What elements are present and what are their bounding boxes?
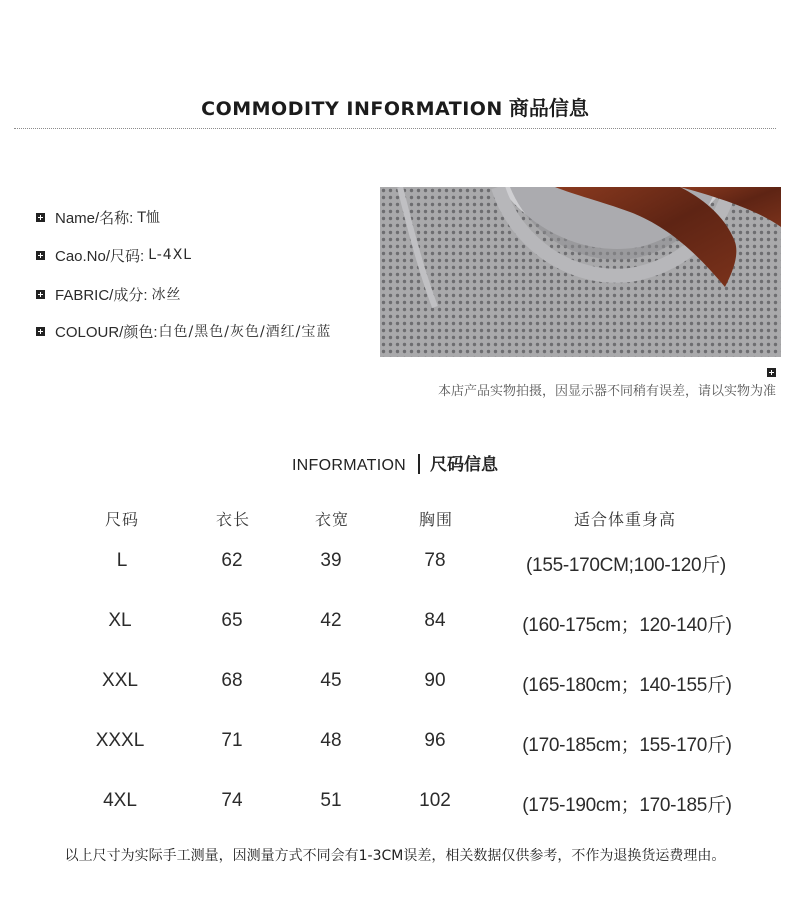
table-cell: 48 (320, 730, 342, 751)
table-cell: 39 (320, 550, 342, 571)
size-title-en: INFORMATION (291, 457, 407, 474)
table-cell: (155-170CM;100-120斤) (526, 555, 726, 576)
table-cell: (170-185cm；155-170斤) (522, 735, 732, 756)
table-cell: 102 (419, 790, 451, 811)
section-header (0, 92, 790, 124)
title-separator (418, 454, 420, 474)
info-label: Cao.No/尺码: (55, 247, 145, 265)
table-cell: (165-180cm；140-155斤) (522, 675, 732, 696)
info-item-colour (36, 320, 331, 342)
column-header: 衣长 (215, 510, 251, 529)
plus-bullet-icon (36, 213, 45, 222)
info-value: T恤 (137, 210, 160, 226)
info-item-name (36, 206, 160, 228)
table-cell: 71 (221, 730, 243, 751)
table-cell: 90 (424, 670, 446, 691)
info-label: FABRIC/成分: (55, 286, 148, 304)
column-header: 衣宽 (314, 510, 350, 529)
section-title-cn: 商品信息 (508, 96, 589, 120)
table-cell: 84 (424, 610, 446, 631)
measurement-footnote: 以上尺寸为实际手工测量，因测量方式不同会有1-3CM误差，相关数据仅供参考，不作为退换货运费理由。 (64, 848, 726, 864)
table-cell: 78 (424, 550, 446, 571)
table-cell: (160-175cm；120-140斤) (522, 615, 732, 636)
table-cell: 96 (424, 730, 446, 751)
size-section-title (0, 450, 790, 475)
photo-disclaimer: 本店产品实物拍摄，因显示器不同稍有误差，请以实物为准 (437, 384, 776, 399)
section-title-en: COMMODITY INFORMATION (201, 98, 503, 120)
size-title-cn: 尺码信息 (430, 455, 499, 475)
info-label: COLOUR/颜色: (55, 323, 158, 341)
table-cell: XL (108, 610, 132, 631)
table-cell: L (116, 550, 128, 571)
column-header: 胸围 (418, 510, 454, 529)
table-cell: XXXL (95, 730, 145, 751)
plus-bullet-icon (767, 368, 776, 377)
info-value: 白色/黑色/灰色/酒红/宝蓝 (158, 324, 332, 340)
info-value: 冰丝 (151, 287, 182, 303)
product-photo (380, 187, 781, 357)
table-cell: 62 (221, 550, 243, 571)
table-cell: 45 (320, 670, 342, 691)
plus-bullet-icon (36, 327, 45, 336)
info-value: L-4XL (148, 247, 193, 263)
plus-bullet-icon (36, 251, 45, 260)
info-item-fabric (36, 283, 182, 305)
plus-bullet-icon (36, 290, 45, 299)
table-cell: (175-190cm；170-185斤) (522, 795, 732, 816)
table-cell: 74 (221, 790, 243, 811)
dotted-divider (14, 128, 776, 129)
info-label: Name/名称: (55, 209, 134, 227)
column-header: 尺码 (104, 510, 140, 529)
table-cell: 68 (221, 670, 243, 691)
column-header: 适合体重身高 (573, 510, 677, 529)
table-cell: 42 (320, 610, 342, 631)
table-cell: 65 (221, 610, 243, 631)
info-item-size (36, 244, 192, 266)
table-cell: 51 (320, 790, 342, 811)
table-cell: XXL (102, 670, 138, 691)
table-cell: 4XL (103, 790, 137, 811)
